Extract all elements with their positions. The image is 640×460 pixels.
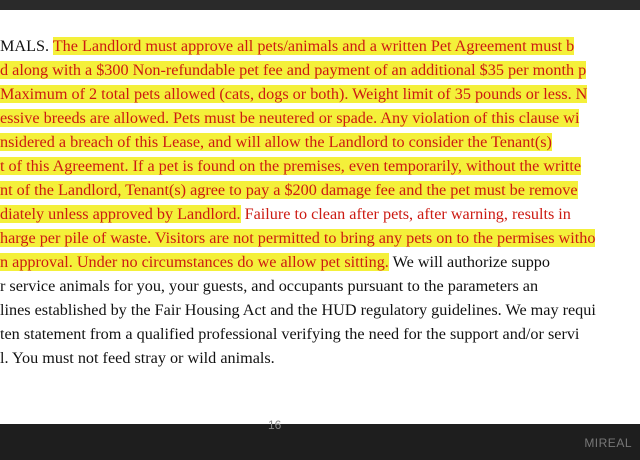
text-line-12 xyxy=(0,299,596,321)
text-line-10 xyxy=(0,251,550,273)
text-run: l. You must not feed stray or wild animals. xyxy=(0,349,275,367)
footer-bar xyxy=(0,418,640,460)
text-line-2 xyxy=(0,59,586,81)
top-bar xyxy=(0,0,640,10)
red-text: Failure to clean after pets, after warning, results in xyxy=(240,205,571,223)
text-line-13 xyxy=(0,323,579,345)
text-line-3 xyxy=(0,83,587,105)
text-run: MALS. xyxy=(0,37,53,55)
watermark: MIREAL xyxy=(584,436,632,450)
text-line-7 xyxy=(0,179,578,201)
text-run: We will authorize suppo xyxy=(388,253,550,271)
highlighted-text: n approval. Under no circumstances do we allow pet sitting. xyxy=(0,253,389,271)
text-line-1 xyxy=(0,35,574,57)
highlighted-text: essive breeds are allowed. Pets must be neutered or spade. Any violation of this clause wi xyxy=(0,109,580,127)
highlighted-text: nt of the Landlord, Tenant(s) agree to pay a $200 damage fee and the pet must be remove xyxy=(0,181,578,199)
highlighted-text: harge per pile of waste. Visitors are not permitted to bring any pets on to the permises witho xyxy=(0,229,596,247)
text-line-5 xyxy=(0,131,552,153)
text-line-14 xyxy=(0,347,275,369)
highlighted-text: d along with a $300 Non-refundable pet fee and payment of an additional $35 per month p xyxy=(0,61,587,79)
highlighted-text: The Landlord must approve all pets/animals and a written Pet Agreement must b xyxy=(52,37,575,55)
text-line-4 xyxy=(0,107,579,129)
text-line-11 xyxy=(0,275,538,297)
highlighted-text: nsidered a breach of this Lease, and will allow the Landlord to consider the Tenant(s) xyxy=(0,133,552,151)
highlighted-text: Maximum of 2 total pets allowed (cats, dogs or both). Weight limit of 35 pounds or less. N xyxy=(0,85,588,103)
text-run: r service animals for you, your guests, and occupants pursuant to the parameters an xyxy=(0,277,539,295)
highlighted-text: t of this Agreement. If a pet is found on the premises, even temporarily, without the writte xyxy=(0,157,582,175)
text-line-6 xyxy=(0,155,581,177)
document-page xyxy=(0,10,640,424)
text-line-8 xyxy=(0,203,571,225)
page-number: 16 xyxy=(268,418,282,432)
text-line-9 xyxy=(0,227,595,249)
highlighted-text: diately unless approved by Landlord. xyxy=(0,205,241,223)
text-run: ten statement from a qualified professional verifying the need for the support and/or servi xyxy=(0,325,580,343)
text-run: lines established by the Fair Housing Act and the HUD regulatory guidelines. We may requi xyxy=(0,301,596,319)
